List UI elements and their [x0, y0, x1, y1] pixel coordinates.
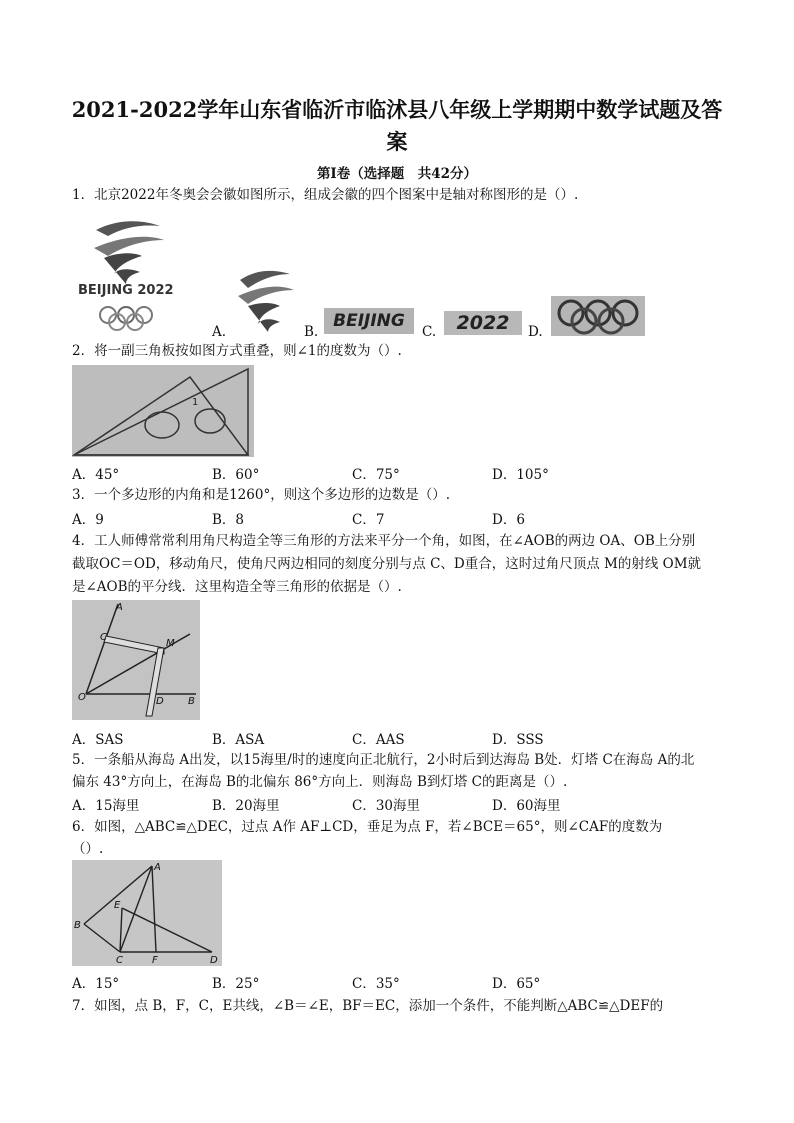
point-o-label: O — [78, 692, 86, 703]
point-d-label: D — [210, 955, 218, 966]
q6-option-c[interactable]: C．35° — [352, 976, 400, 992]
q2-triangle-figure — [72, 365, 254, 457]
point-b-label: B — [188, 696, 195, 707]
question-4-line-3: 是∠AOB的平分线．这里构造全等三角形的依据是（）. — [72, 579, 402, 595]
ribbon-emblem — [234, 266, 298, 332]
q5-option-c[interactable]: C．30海里 — [352, 798, 421, 814]
q4-option-d[interactable]: D．SSS — [492, 732, 544, 748]
q1-option-a[interactable]: A. — [212, 324, 227, 340]
angle-1-label: 1 — [192, 397, 199, 408]
q4-angle-bisector-figure — [72, 600, 200, 720]
point-d-label: D — [156, 696, 164, 707]
beijing-text-image — [324, 308, 414, 334]
q2-option-d[interactable]: D．105° — [492, 467, 549, 483]
point-a-label: A — [154, 862, 161, 873]
q1-option-b[interactable]: B. — [304, 324, 319, 340]
olympic-rings-image — [551, 296, 645, 336]
q2-option-a[interactable]: A．45° — [72, 467, 120, 483]
point-a-label: A — [116, 602, 123, 613]
point-m-label: M — [166, 638, 175, 649]
q4-option-a[interactable]: A．SAS — [72, 732, 124, 748]
q2-option-b[interactable]: B．60° — [212, 467, 260, 483]
q3-option-d[interactable]: D．6 — [492, 512, 525, 528]
point-c-label: C — [116, 955, 123, 966]
q5-option-b[interactable]: B．20海里 — [212, 798, 280, 814]
point-b-label: B — [74, 920, 81, 931]
question-4-line-2: 截取OC＝OD，移动角尺，使角尺两边相同的刻度分别与点 C、D重合，这时过角尺顶点 M的射线 OM就 — [72, 556, 702, 572]
question-6-line-1: 6．如图，△ABC≌△DEC，过点 A作 AF⊥CD，垂足为点 F，若∠BCE＝65°，则∠CAF的度数为 — [72, 819, 663, 835]
point-e-label: E — [114, 900, 121, 911]
q5-option-a[interactable]: A．15海里 — [72, 798, 140, 814]
q6-option-d[interactable]: D．65° — [492, 976, 541, 992]
q6-option-b[interactable]: B．25° — [212, 976, 260, 992]
question-7-line-1: 7．如图，点 B，F，C，E共线，∠B＝∠E，BF＝EC，添加一个条件，不能判断△ABC≌△DEF的 — [72, 998, 664, 1014]
question-4-line-1: 4．工人师傅常常利用角尺构造全等三角形的方法来平分一个角，如图，在∠AOB的两边 OA、OB上分别 — [72, 533, 696, 549]
year-2022-image — [444, 311, 522, 335]
q2-option-c[interactable]: C．75° — [352, 467, 400, 483]
point-c-label: C — [100, 632, 107, 643]
q6-congruent-triangles-figure — [72, 860, 222, 966]
logo-text: BEIJING 2022 — [78, 283, 174, 298]
question-5-line-2: 偏东 43°方向上，在海岛 B的北偏东 86°方向上．则海岛 B到灯塔 C的距离是（）. — [72, 774, 568, 790]
section-heading: 第Ⅰ卷（选择题 共42分） — [316, 166, 478, 182]
q3-option-b[interactable]: B．8 — [212, 512, 245, 528]
q5-option-d[interactable]: D．60海里 — [492, 798, 561, 814]
winter-olympics-logo — [74, 212, 184, 334]
question-1-stem: 1．北京2022年冬奥会会徽如图所示，组成会徽的四个图案中是轴对称图形的是（）. — [72, 187, 579, 203]
q4-option-b[interactable]: B．ASA — [212, 732, 265, 748]
question-3-stem: 3．一个多边形的内角和是1260°，则这个多边形的边数是（）. — [72, 487, 450, 503]
page-title: 2021-2022学年山东省临沂市临沭县八年级上学期期中数学试题及答 — [71, 97, 723, 122]
q6-option-a[interactable]: A．15° — [72, 976, 120, 992]
year-2022-text: 2022 — [456, 312, 510, 334]
q1-option-c[interactable]: C. — [422, 324, 437, 340]
question-2-stem: 2．将一副三角板按如图方式重叠，则∠1的度数为（）. — [72, 343, 402, 359]
beijing-text: BEIJING — [333, 311, 405, 331]
q1-option-d[interactable]: D. — [528, 324, 543, 340]
q4-option-c[interactable]: C．AAS — [352, 732, 405, 748]
question-5-line-1: 5．一条船从海岛 A出发，以15海里/时的速度向正北航行，2小时后到达海岛 B处．灯塔 C在海岛 A的北 — [72, 752, 695, 768]
point-f-label: F — [152, 955, 158, 966]
question-6-line-2: （）. — [72, 841, 104, 857]
page-title-cont: 案 — [386, 129, 408, 154]
q3-option-a[interactable]: A．9 — [72, 512, 104, 528]
q3-option-c[interactable]: C．7 — [352, 512, 385, 528]
